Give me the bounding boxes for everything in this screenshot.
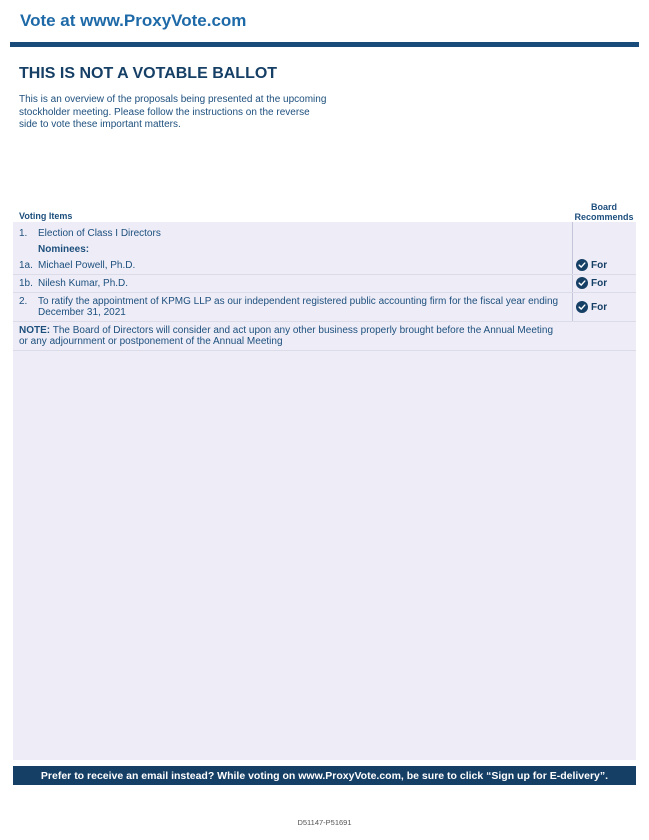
e-delivery-banner: Prefer to receive an email instead? While voting on www.ProxyVote.com, be sure to click “Sign up for E-delivery”. — [13, 766, 636, 785]
item1b-recommendation — [576, 277, 607, 289]
board-header-line1: Board — [590, 202, 617, 212]
header-divider — [10, 42, 639, 47]
check-circle-icon — [576, 259, 588, 271]
row-divider — [13, 321, 636, 322]
board-header-line2: Recommends — [574, 212, 634, 222]
item1b-rec-label: For — [591, 277, 608, 289]
ballot-heading: THIS IS NOT A VOTABLE BALLOT — [19, 65, 278, 82]
note-label: NOTE: — [19, 325, 51, 336]
item1-number: 1. — [19, 228, 28, 239]
board-recommends-header — [571, 202, 637, 222]
note-line1 — [19, 325, 553, 336]
item2-rec-label: For — [591, 301, 608, 313]
voting-items-header: Voting Items — [19, 211, 73, 221]
item2-number: 2. — [19, 296, 28, 307]
header-title: Vote at www.ProxyVote.com — [20, 11, 247, 30]
item1b-number: 1b. — [19, 278, 33, 289]
item1a-rec-label: For — [591, 259, 608, 271]
item2-text-line1: To ratify the appointment of KPMG LLP as our independent registered public accounting firm for the fiscal year ending — [38, 296, 559, 307]
check-circle-icon — [576, 277, 588, 289]
item2-recommendation — [576, 301, 607, 313]
item1b-nominee: Nilesh Kumar, Ph.D. — [38, 278, 129, 289]
note-text-line1: The Board of Directors will consider and act upon any other business properly brought before the Annual Meeting — [52, 325, 554, 336]
row-divider — [13, 350, 636, 351]
row-divider — [13, 292, 636, 293]
note-text-line2: or any adjournment or postponement of the Annual Meeting — [19, 336, 283, 347]
intro-text: This is an overview of the proposals being presented at the upcoming stockholder meeting. Please follow the instructions on the reverse side to vote these important matters. — [19, 94, 327, 130]
item1a-nominee: Michael Powell, Ph.D. — [38, 260, 136, 271]
item2-text-line2: December 31, 2021 — [38, 307, 126, 318]
row-divider — [13, 274, 636, 275]
recommendation-column-divider — [572, 222, 573, 322]
document-code: D51147-P51691 — [297, 818, 352, 827]
item1-title: Election of Class I Directors — [38, 228, 161, 239]
check-circle-icon — [576, 301, 588, 313]
nominees-label: Nominees: — [38, 244, 90, 255]
item1a-recommendation — [576, 259, 607, 271]
item1a-number: 1a. — [19, 260, 33, 271]
